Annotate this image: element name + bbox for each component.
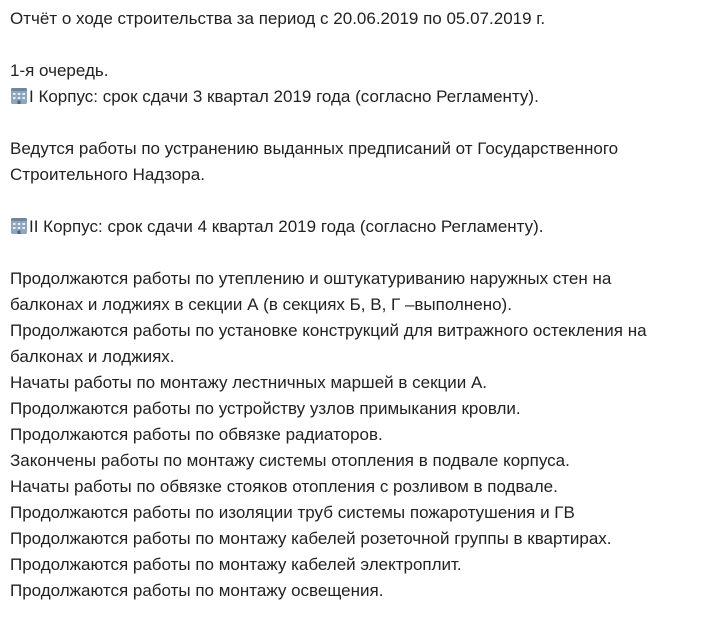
blank-line (10, 240, 714, 266)
building-1-line: Ведутся работы по устранению выданных предписаний от Государственного (10, 139, 619, 158)
building-2-line: балконах и лоджиях. (10, 347, 175, 366)
building-2-heading-row (10, 214, 714, 240)
building-2-line: Продолжаются работы по утеплению и оштукатуриванию наружных стен на (10, 269, 612, 288)
office-building-icon (10, 87, 28, 105)
building-2-heading: II Корпус: срок сдачи 4 квартал 2019 года (согласно Регламенту). (29, 217, 544, 236)
blank-line (10, 110, 714, 136)
building-2-line: Начаты работы по монтажу лестничных маршей в секции А. (10, 373, 488, 392)
building-2-line: Продолжаются работы по монтажу освещения. (10, 581, 384, 600)
building-2-line: Продолжаются работы по монтажу кабелей розеточной группы в квартирах. (10, 529, 612, 548)
building-2-line: Продолжаются работы по обвязке радиаторов. (10, 425, 383, 444)
building-2-line: Начаты работы по обвязке стояков отопления с розливом в подвале. (10, 477, 558, 496)
building-1-heading-row (10, 84, 714, 110)
report-title: Отчёт о ходе строительства за период с 20.06.2019 по 05.07.2019 г. (10, 9, 546, 28)
building-1-heading: I Корпус: срок сдачи 3 квартал 2019 года (согласно Регламенту). (29, 87, 539, 106)
building-2-line: Продолжаются работы по устройству узлов примыкания кровли. (10, 399, 521, 418)
office-building-icon (10, 217, 28, 235)
building-2-line: Продолжаются работы по монтажу кабелей электроплит. (10, 555, 462, 574)
queue-label: 1-я очередь. (10, 61, 109, 80)
building-1-line: Строительного Надзора. (10, 165, 205, 184)
building-2-line: Закончены работы по монтажу системы отопления в подвале корпуса. (10, 451, 570, 470)
building-2-line: Продолжаются работы по изоляции труб системы пожаротушения и ГВ (10, 503, 575, 522)
blank-line (10, 32, 714, 58)
building-2-line: балконах и лоджиях в секции А (в секциях Б, В, Г –выполнено). (10, 295, 512, 314)
building-2-line: Продолжаются работы по установке конструкций для витражного остекления на (10, 321, 647, 340)
blank-line (10, 188, 714, 214)
